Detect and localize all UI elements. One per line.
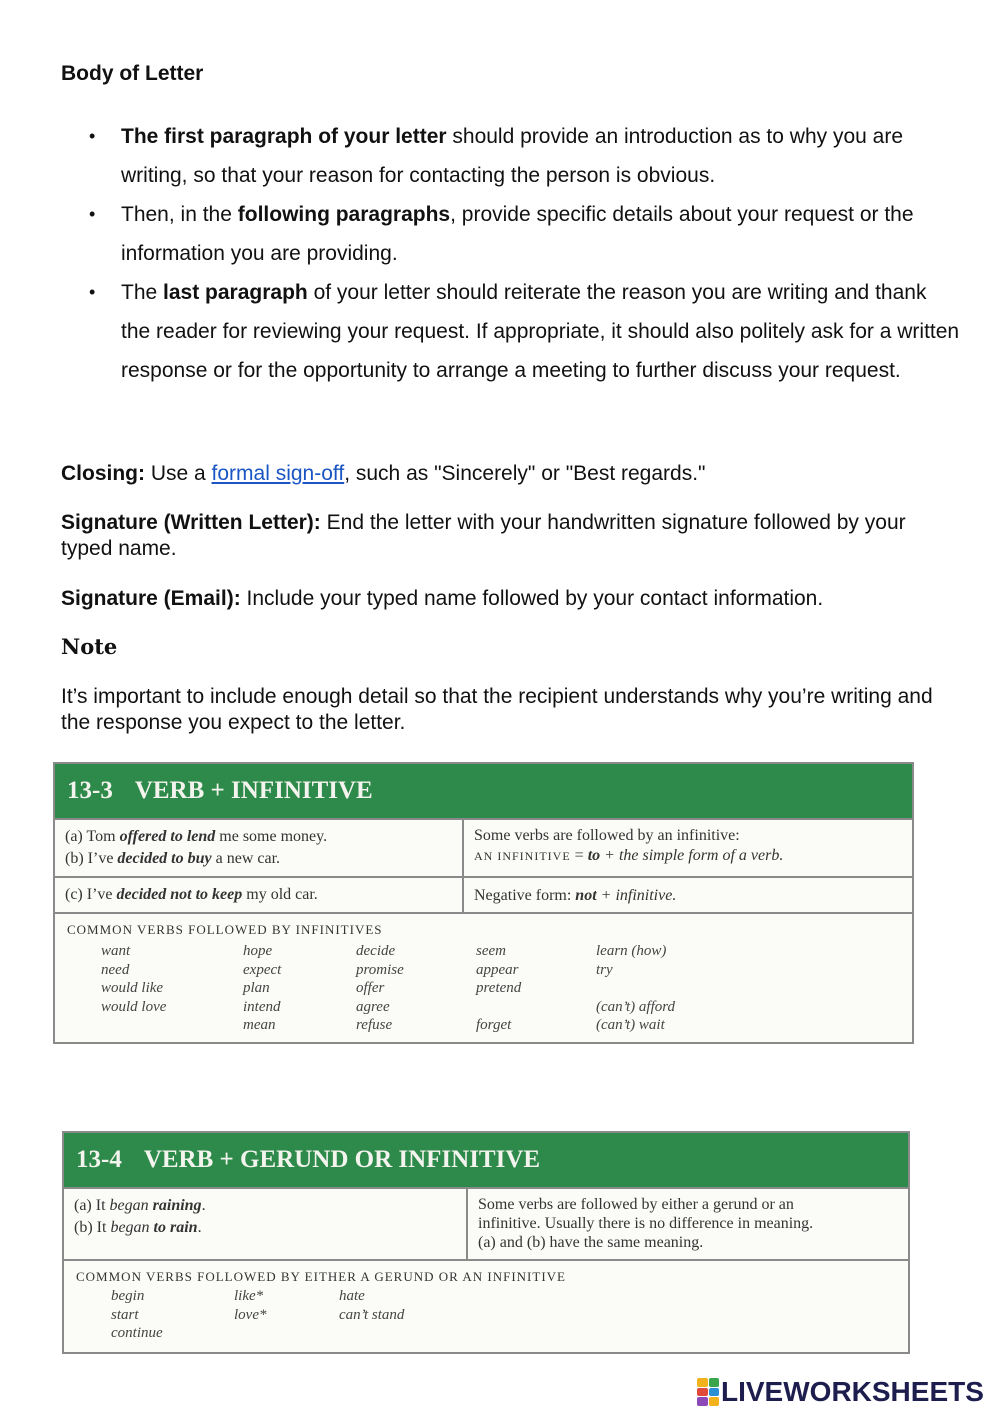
table-title: VERB + GERUND OR INFINITIVE xyxy=(143,1146,541,1173)
closing-post: , such as "Sincerely" or "Best regards." xyxy=(344,462,706,485)
bullet-bold: following paragraphs xyxy=(237,203,451,226)
common-verbs-title: COMMON VERBS FOLLOWED BY EITHER A GERUND OR AN INFINITIVE xyxy=(76,1269,566,1284)
table-header xyxy=(64,1133,908,1187)
signature-written-text: End the letter with your handwritten signature followed by your typed name. xyxy=(61,511,906,560)
closing-pre: Use a xyxy=(145,462,212,485)
liveworksheets-logo[interactable] xyxy=(697,1376,984,1408)
bullet-pre: The xyxy=(121,281,164,304)
signature-written-label: Signature (Written Letter): xyxy=(61,511,321,534)
explanation-line: (a) and (b) have the same meaning. xyxy=(478,1234,704,1251)
explanation-line: Some verbs are followed by either a gerund or an xyxy=(478,1196,794,1213)
table-number: 13-4 xyxy=(76,1146,122,1173)
body-of-letter-heading: Body of Letter xyxy=(61,62,204,85)
list-item xyxy=(61,195,961,273)
liveworksheets-logo-icon xyxy=(697,1378,719,1406)
list-item xyxy=(61,117,961,195)
example-b: (b) I’ve decided to buy a new car. xyxy=(65,850,281,867)
note-paragraph: It’s important to include enough detail so that the recipient understands why you’re writing and the response you expect to the letter. xyxy=(61,685,933,734)
signature-written-paragraph xyxy=(61,510,941,562)
note-heading: Note xyxy=(61,634,118,659)
verb-column-3: decide promise offer agree refuse xyxy=(356,943,404,1033)
bullet-pre: Then, in the xyxy=(121,203,238,226)
common-verbs-title: COMMON VERBS FOLLOWED BY INFINITIVES xyxy=(67,922,383,937)
table-header xyxy=(55,764,912,818)
verb-column-5: learn (how) try (can’t) afford (can’t) wait xyxy=(596,943,676,1033)
signature-email-text: Include your typed name followed by your contact information. xyxy=(240,587,824,610)
verb-column-2: like* love* xyxy=(234,1288,267,1323)
table-number: 13-3 xyxy=(67,777,113,804)
common-verbs-list xyxy=(55,912,912,1042)
body-bullet-list xyxy=(61,117,961,390)
explanation-cell xyxy=(468,1189,823,1259)
closing-label: Closing: xyxy=(61,462,145,485)
liveworksheets-logo-text: LIVEWORKSHEETS xyxy=(721,1376,984,1407)
bullet-text: should provide an introduction as to why you are writing, so that your reason for contacting the person is obvious. xyxy=(121,125,904,187)
signature-email-paragraph xyxy=(61,586,941,612)
bullet-bold: The first paragraph of your letter xyxy=(121,125,447,148)
table-title: VERB + INFINITIVE xyxy=(134,777,373,804)
table-row xyxy=(55,818,912,876)
examples-cell xyxy=(55,820,464,876)
example-a: (a) It began raining. xyxy=(74,1197,206,1214)
example-c: (c) I’ve decided not to keep my old car. xyxy=(55,878,464,912)
negative-form-cell: Negative form: not + infinitive. xyxy=(474,887,677,904)
verb-column-1: want need would like would love xyxy=(101,943,167,1015)
explanation-line: Some verbs are followed by an infinitive: xyxy=(474,827,740,844)
verb-column-3: hate can’t stand xyxy=(339,1288,405,1323)
verb-column-2: hope expect plan intend mean xyxy=(243,943,282,1033)
closing-paragraph xyxy=(61,461,941,487)
bullet-text: , provide specific details about your request or the information you are providing. xyxy=(121,203,914,265)
verb-infinitive-table xyxy=(53,762,914,1044)
common-verbs-list xyxy=(64,1259,908,1352)
table-row xyxy=(55,876,912,912)
example-a: (a) Tom offered to lend me some money. xyxy=(65,828,328,845)
table-row xyxy=(64,1187,908,1259)
verb-gerund-infinitive-table xyxy=(62,1131,910,1354)
explanation-formula: AN INFINITIVE = to + the simple form of a verb. xyxy=(474,847,784,864)
explanation-cell xyxy=(464,820,793,876)
signature-email-label: Signature (Email): xyxy=(61,587,241,610)
list-item xyxy=(61,273,961,390)
verb-column-4: seem appear pretend forget xyxy=(476,943,522,1033)
bullet-text: of your letter should reiterate the reason you are writing and thank the reader for reviewing your request. If appropriate, it should also politely ask for a written response or for the opportunity to arrange a meeting to further discuss your request. xyxy=(121,281,960,382)
bullet-bold: last paragraph xyxy=(163,281,308,304)
formal-sign-off-link[interactable]: formal sign-off xyxy=(211,462,345,485)
example-b: (b) It began to rain. xyxy=(74,1219,202,1236)
verb-column-1: begin start continue xyxy=(111,1288,163,1341)
examples-cell xyxy=(64,1189,468,1259)
explanation-line: infinitive. Usually there is no difference in meaning. xyxy=(478,1215,814,1232)
